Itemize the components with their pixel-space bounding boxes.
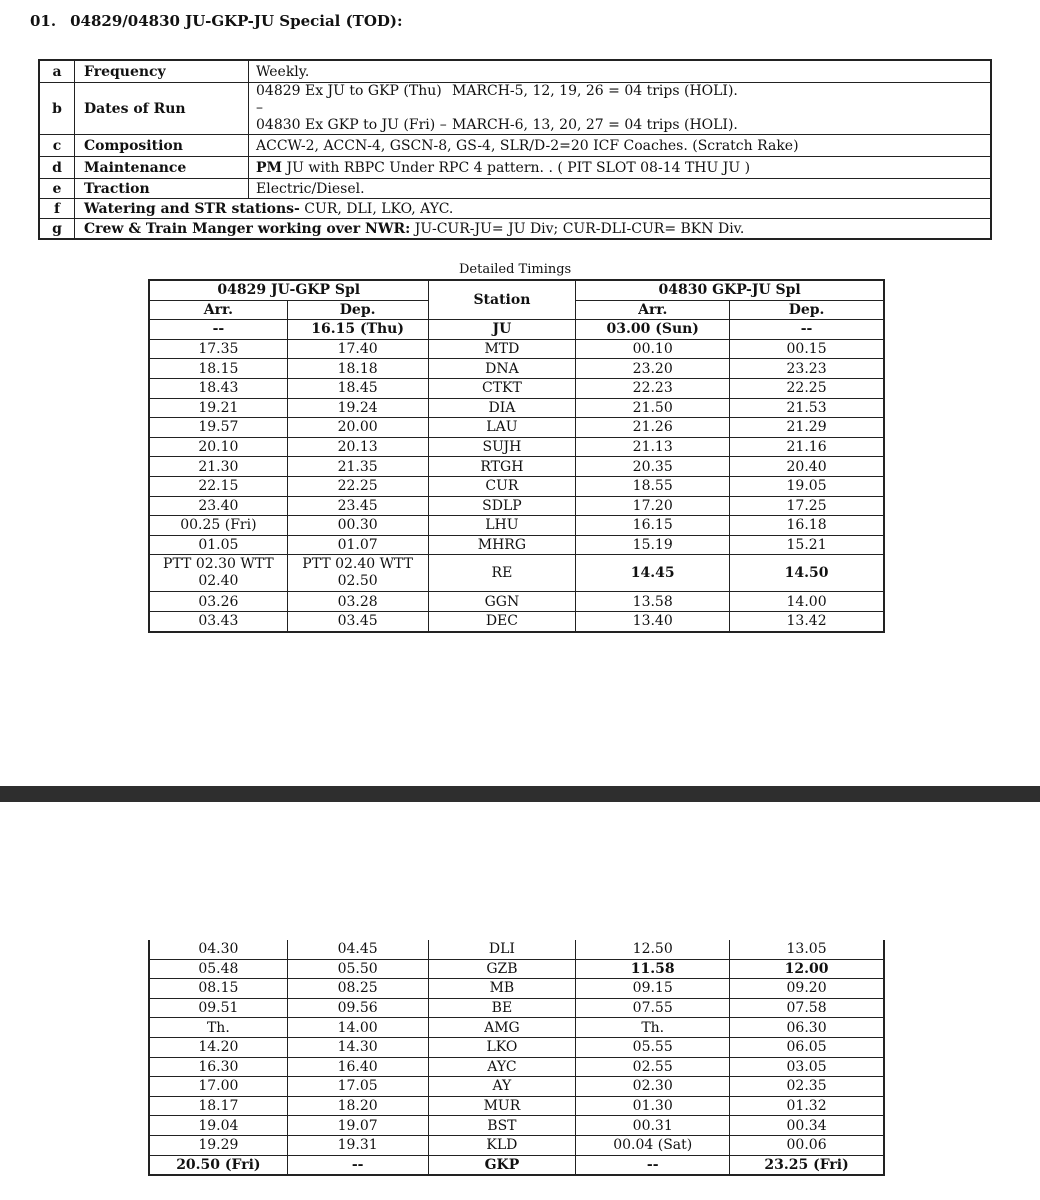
cell-down-arr: 03.43 <box>149 611 287 631</box>
cell-up-dep: 19.05 <box>730 476 884 496</box>
cell-up-dep: 03.05 <box>730 1057 884 1077</box>
cell-station: GKP <box>428 1155 576 1175</box>
up-arr-header: Arr. <box>576 300 730 320</box>
cell-up-dep: 13.05 <box>730 940 884 959</box>
cell-station: AMG <box>428 1018 576 1038</box>
cell-down-dep: 04.45 <box>287 940 428 959</box>
cell-up-dep: 00.34 <box>730 1116 884 1136</box>
cell-station: DLI <box>428 940 576 959</box>
cell-station: LAU <box>428 418 576 438</box>
cell-down-arr: 00.25 (Fri) <box>149 516 287 536</box>
table-row <box>149 496 884 516</box>
cell-down-arr: 19.29 <box>149 1135 287 1155</box>
cell-down-dep: 19.24 <box>287 398 428 418</box>
cell-down-dep: 16.15 (Thu) <box>287 320 428 340</box>
cell-up-dep: 12.00 <box>730 959 884 979</box>
cell-station: SUJH <box>428 437 576 457</box>
row-label: Maintenance <box>75 157 249 179</box>
cell-down-arr: 08.15 <box>149 979 287 999</box>
cell-down-arr: 01.05 <box>149 535 287 555</box>
table-row-re <box>149 555 884 592</box>
cell-down-dep: -- <box>287 1155 428 1175</box>
table-row <box>149 611 884 631</box>
cell-up-arr: 00.10 <box>576 339 730 359</box>
cell-up-dep: 20.40 <box>730 457 884 477</box>
down-dep-header: Dep. <box>287 300 428 320</box>
cell-down-arr: 22.15 <box>149 476 287 496</box>
cell-up-dep: 07.58 <box>730 998 884 1018</box>
cell-down-arr: 19.04 <box>149 1116 287 1136</box>
cell-station: CUR <box>428 476 576 496</box>
train-info-table <box>38 59 992 240</box>
info-row-traction <box>39 179 991 199</box>
cell-down-arr: 17.00 <box>149 1077 287 1097</box>
cell-down-dep: 17.05 <box>287 1077 428 1097</box>
cell-station: AY <box>428 1077 576 1097</box>
cell-station: DNA <box>428 359 576 379</box>
row-letter: c <box>39 135 75 157</box>
cell-up-arr: 09.15 <box>576 979 730 999</box>
cell-down-arr: 19.57 <box>149 418 287 438</box>
cell-station: BST <box>428 1116 576 1136</box>
row-letter: b <box>39 83 75 135</box>
section-title: 04829/04830 JU-GKP-JU Special (TOD): <box>70 12 403 30</box>
info-row-dates-of-run <box>39 83 991 135</box>
cell-down-dep: 01.07 <box>287 535 428 555</box>
row-letter: f <box>39 199 75 219</box>
cell-down-dep: 14.30 <box>287 1037 428 1057</box>
up-dep-header: Dep. <box>730 300 884 320</box>
cell-up-arr: 05.55 <box>576 1037 730 1057</box>
cell-down-arr: 09.51 <box>149 998 287 1018</box>
cell-up-dep: 21.29 <box>730 418 884 438</box>
page-divider <box>0 786 1040 802</box>
cell-up-arr: 13.58 <box>576 592 730 612</box>
table-row <box>149 998 884 1018</box>
cell-up-arr: 00.31 <box>576 1116 730 1136</box>
row-label: Frequency <box>75 60 249 83</box>
table-row <box>149 979 884 999</box>
cell-down-arr: 20.10 <box>149 437 287 457</box>
table-row <box>149 418 884 438</box>
cell-up-dep: 14.50 <box>730 555 884 592</box>
cell-up-arr: 22.23 <box>576 378 730 398</box>
cell-station: MB <box>428 979 576 999</box>
cell-station: LKO <box>428 1037 576 1057</box>
row-label: Composition <box>75 135 249 157</box>
cell-station: GGN <box>428 592 576 612</box>
table-row <box>149 516 884 536</box>
cell-down-dep: 00.30 <box>287 516 428 536</box>
cell-up-dep: 02.35 <box>730 1077 884 1097</box>
cell-up-arr: 21.13 <box>576 437 730 457</box>
table-row <box>149 940 884 959</box>
row-label: Traction <box>75 179 249 199</box>
cell-up-dep: 06.30 <box>730 1018 884 1038</box>
cell-up-arr: 03.00 (Sun) <box>576 320 730 340</box>
cell-up-arr: Th. <box>576 1018 730 1038</box>
cell-station: SDLP <box>428 496 576 516</box>
info-row-watering <box>39 199 991 219</box>
cell-up-arr: 20.35 <box>576 457 730 477</box>
cell-down-arr: 04.30 <box>149 940 287 959</box>
cell-down-arr: 16.30 <box>149 1057 287 1077</box>
cell-station: AYC <box>428 1057 576 1077</box>
row-value: Crew & Train Manger working over NWR: JU-CUR-JU= JU Div; CUR-DLI-CUR= BKN Div. <box>75 219 992 240</box>
cell-down-arr: -- <box>149 320 287 340</box>
table-row <box>149 359 884 379</box>
cell-down-arr: PTT 02.30 WTT 02.40 <box>149 555 287 592</box>
cell-down-dep: 18.20 <box>287 1096 428 1116</box>
cell-down-dep: 21.35 <box>287 457 428 477</box>
cell-down-arr: Th. <box>149 1018 287 1038</box>
cell-up-dep: 21.16 <box>730 437 884 457</box>
cell-up-dep: 00.15 <box>730 339 884 359</box>
cell-station: DIA <box>428 398 576 418</box>
cell-down-dep: 19.31 <box>287 1135 428 1155</box>
table-row <box>149 959 884 979</box>
cell-down-arr: 14.20 <box>149 1037 287 1057</box>
cell-down-arr: 18.17 <box>149 1096 287 1116</box>
cell-station: MUR <box>428 1096 576 1116</box>
cell-down-dep: 05.50 <box>287 959 428 979</box>
table-row <box>149 457 884 477</box>
cell-down-dep: 09.56 <box>287 998 428 1018</box>
cell-up-dep: 23.25 (Fri) <box>730 1155 884 1175</box>
down-arr-header: Arr. <box>149 300 287 320</box>
cell-up-arr: 13.40 <box>576 611 730 631</box>
cell-down-dep: 20.00 <box>287 418 428 438</box>
cell-station: BE <box>428 998 576 1018</box>
cell-down-dep: 03.45 <box>287 611 428 631</box>
cell-station: RE <box>428 555 576 592</box>
cell-up-dep: 13.42 <box>730 611 884 631</box>
row-letter: e <box>39 179 75 199</box>
up-train-header: 04830 GKP-JU Spl <box>576 280 884 300</box>
cell-station: RTGH <box>428 457 576 477</box>
table-row <box>149 476 884 496</box>
table-row <box>149 398 884 418</box>
cell-up-dep: 14.00 <box>730 592 884 612</box>
cell-up-dep: 09.20 <box>730 979 884 999</box>
row-letter: g <box>39 219 75 240</box>
table-row <box>149 1057 884 1077</box>
table-row <box>149 378 884 398</box>
run-line-up: 04830 Ex GKP to JU (Fri) – MARCH-6, 13, 20, 27 = 04 trips (HOLI). <box>256 117 738 133</box>
cell-down-arr: 03.26 <box>149 592 287 612</box>
cell-up-arr: 18.55 <box>576 476 730 496</box>
cell-down-dep: 03.28 <box>287 592 428 612</box>
cell-up-arr: 07.55 <box>576 998 730 1018</box>
cell-down-dep: 20.13 <box>287 437 428 457</box>
cell-up-arr: -- <box>576 1155 730 1175</box>
cell-up-arr: 01.30 <box>576 1096 730 1116</box>
cell-down-dep: 17.40 <box>287 339 428 359</box>
table-row <box>149 1096 884 1116</box>
table-row <box>149 1037 884 1057</box>
row-value: PM JU with RBPC Under RPC 4 pattern. . ( PIT SLOT 08-14 THU JU ) <box>249 157 992 179</box>
cell-down-dep: 14.00 <box>287 1018 428 1038</box>
cell-up-dep: 16.18 <box>730 516 884 536</box>
cell-down-arr: 18.15 <box>149 359 287 379</box>
row-letter: d <box>39 157 75 179</box>
cell-up-dep: 17.25 <box>730 496 884 516</box>
cell-up-arr: 23.20 <box>576 359 730 379</box>
cell-down-dep: PTT 02.40 WTT 02.50 <box>287 555 428 592</box>
table-row <box>149 1077 884 1097</box>
cell-up-arr: 15.19 <box>576 535 730 555</box>
info-row-maintenance <box>39 157 991 179</box>
cell-up-arr: 11.58 <box>576 959 730 979</box>
cell-station: GZB <box>428 959 576 979</box>
cell-station: LHU <box>428 516 576 536</box>
cell-station: MTD <box>428 339 576 359</box>
cell-down-arr: 20.50 (Fri) <box>149 1155 287 1175</box>
cell-up-dep: 22.25 <box>730 378 884 398</box>
cell-down-arr: 21.30 <box>149 457 287 477</box>
cell-down-dep: 18.18 <box>287 359 428 379</box>
down-train-header: 04829 JU-GKP Spl <box>149 280 428 300</box>
cell-up-arr: 21.26 <box>576 418 730 438</box>
table-row <box>149 1018 884 1038</box>
row-value: ACCW-2, ACCN-4, GSCN-8, GS-4, SLR/D-2=20 ICF Coaches. (Scratch Rake) <box>249 135 992 157</box>
row-value: Electric/Diesel. <box>249 179 992 199</box>
table-row <box>149 592 884 612</box>
cell-down-arr: 23.40 <box>149 496 287 516</box>
table-row-origin <box>149 320 884 340</box>
table-row <box>149 1135 884 1155</box>
cell-up-dep: 23.23 <box>730 359 884 379</box>
table-row <box>149 1116 884 1136</box>
cell-station: DEC <box>428 611 576 631</box>
cell-up-dep: 21.53 <box>730 398 884 418</box>
row-letter: a <box>39 60 75 83</box>
cell-station: JU <box>428 320 576 340</box>
cell-up-dep: 06.05 <box>730 1037 884 1057</box>
cell-station: CTKT <box>428 378 576 398</box>
table-row <box>149 339 884 359</box>
timings-caption: Detailed Timings <box>459 262 572 277</box>
cell-up-arr: 12.50 <box>576 940 730 959</box>
cell-down-dep: 23.45 <box>287 496 428 516</box>
cell-down-dep: 22.25 <box>287 476 428 496</box>
cell-up-arr: 17.20 <box>576 496 730 516</box>
cell-station: MHRG <box>428 535 576 555</box>
run-line-down: 04829 Ex JU to GKP (Thu) – MARCH-5, 12, 19, 26 = 04 trips (HOLI). <box>256 83 738 116</box>
cell-down-arr: 17.35 <box>149 339 287 359</box>
row-label: Dates of Run <box>75 83 249 135</box>
table-row <box>149 535 884 555</box>
cell-up-dep: 15.21 <box>730 535 884 555</box>
info-row-crew <box>39 219 991 240</box>
cell-down-dep: 08.25 <box>287 979 428 999</box>
cell-station: KLD <box>428 1135 576 1155</box>
cell-up-dep: 00.06 <box>730 1135 884 1155</box>
train-header-row <box>149 280 884 300</box>
cell-down-dep: 18.45 <box>287 378 428 398</box>
cell-down-dep: 16.40 <box>287 1057 428 1077</box>
section-number: 01. <box>30 12 57 30</box>
cell-up-arr: 16.15 <box>576 516 730 536</box>
cell-up-arr: 21.50 <box>576 398 730 418</box>
table-row-destination <box>149 1155 884 1175</box>
cell-up-arr: 14.45 <box>576 555 730 592</box>
cell-down-arr: 18.43 <box>149 378 287 398</box>
cell-up-arr: 02.55 <box>576 1057 730 1077</box>
section-heading <box>30 12 403 30</box>
cell-up-arr: 00.04 (Sat) <box>576 1135 730 1155</box>
cell-down-dep: 19.07 <box>287 1116 428 1136</box>
cell-down-arr: 05.48 <box>149 959 287 979</box>
timings-table-part1 <box>148 279 885 633</box>
cell-up-dep: -- <box>730 320 884 340</box>
table-row <box>149 437 884 457</box>
cell-up-dep: 01.32 <box>730 1096 884 1116</box>
cell-up-arr: 02.30 <box>576 1077 730 1097</box>
row-value: Watering and STR stations- CUR, DLI, LKO, AYC. <box>75 199 992 219</box>
row-value <box>249 83 992 135</box>
row-value: Weekly. <box>249 60 992 83</box>
cell-down-arr: 19.21 <box>149 398 287 418</box>
station-header: Station <box>428 280 576 320</box>
info-row-composition <box>39 135 991 157</box>
timings-table-part2 <box>148 940 885 1176</box>
info-row-frequency <box>39 60 991 83</box>
